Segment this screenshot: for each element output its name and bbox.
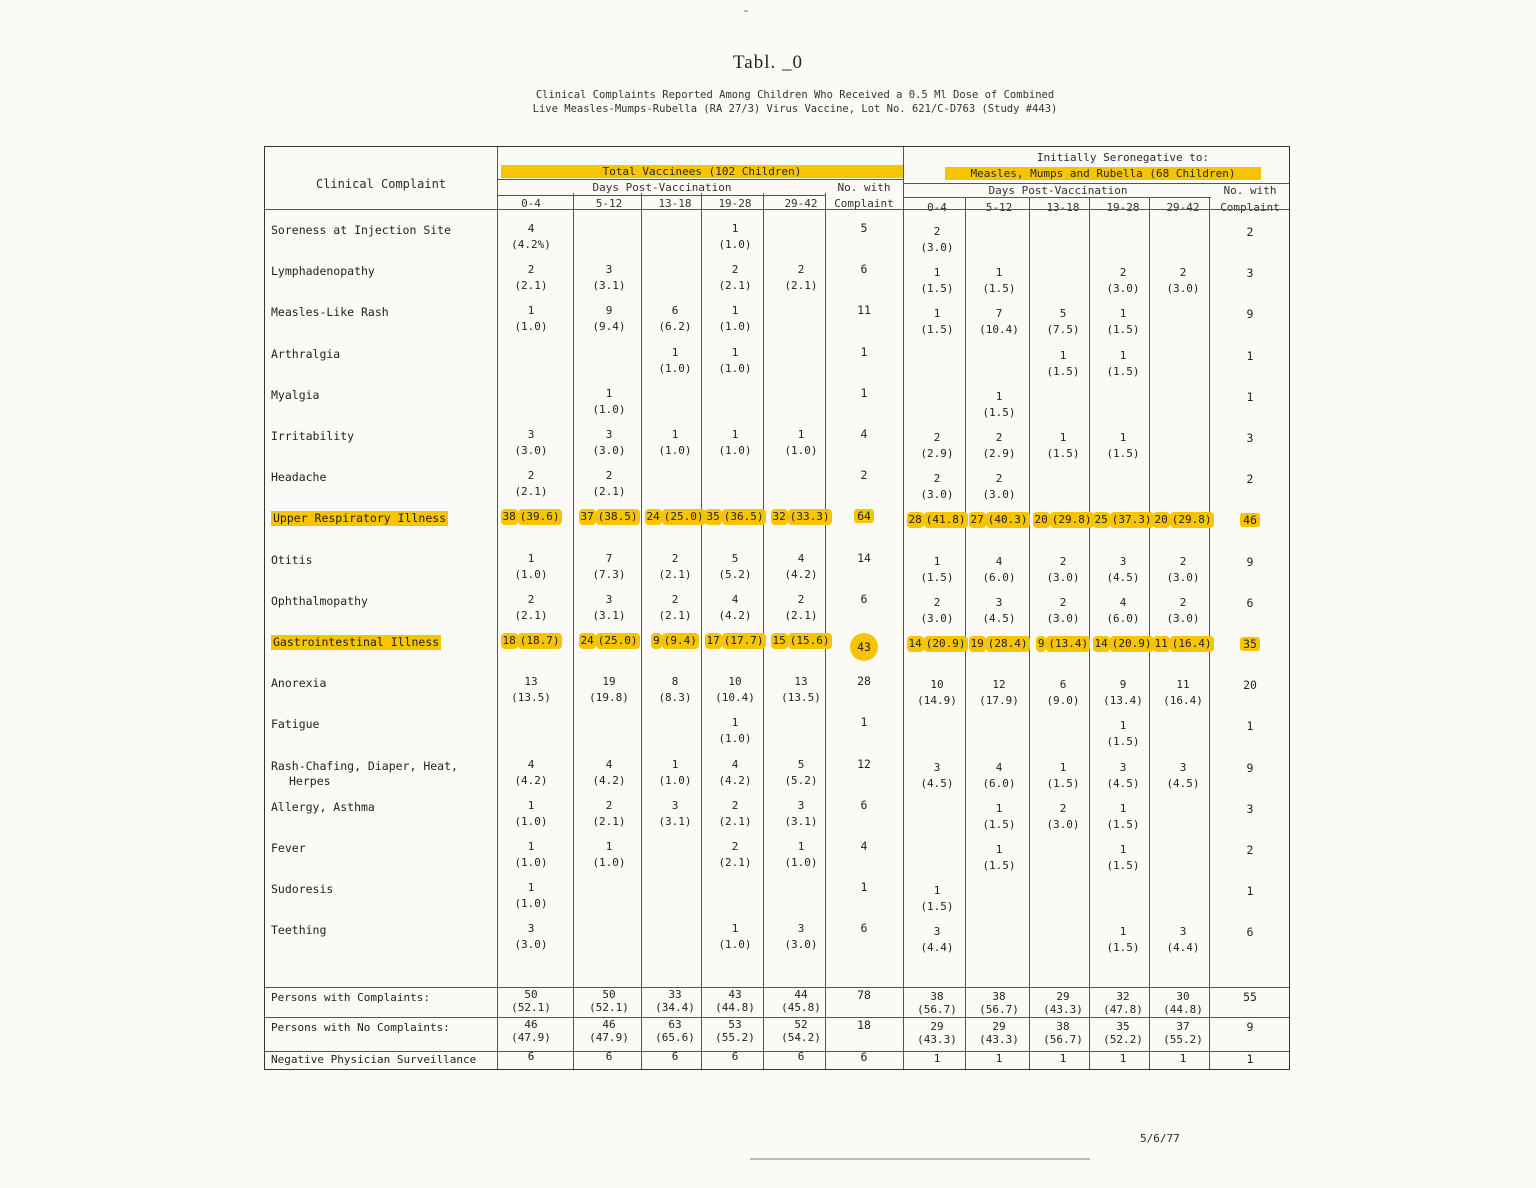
sero-complaint-count: 9	[1246, 554, 1254, 569]
total-cell: 2 (2.1)	[592, 469, 626, 499]
footer-total-cell: 50 (52.1)	[511, 988, 551, 1014]
total-cell: 2 (2.1)	[514, 263, 548, 293]
total-cell: 1 (1.0)	[592, 386, 626, 416]
row-label: Allergy, Asthma	[271, 799, 375, 814]
day-header-total-0-4: 0-4	[521, 197, 541, 210]
total-cell: 1 (1.0)	[784, 840, 818, 869]
sero-complaint-count: 1	[1246, 389, 1254, 404]
total-cell: 1 (1.0)	[514, 798, 548, 828]
total-complaint-count: 12	[857, 756, 871, 771]
total-cell: 1 (1.0)	[658, 345, 692, 375]
day-header-total-13-18: 13-18	[658, 197, 692, 210]
sero-cell: 1 (1.5)	[920, 266, 954, 296]
total-complaint-count: 4	[860, 839, 868, 853]
total-complaint-count: 1	[860, 385, 868, 400]
day-header-sero-0-4: 0-4	[927, 201, 947, 214]
document-date: 5/6/77	[1140, 1132, 1180, 1145]
sero-cell: 2 (3.0)	[920, 225, 954, 254]
subtitle-line-1: Clinical Complaints Reported Among Children Who Received a 0.5 Ml Dose of Combined	[535, 89, 1055, 101]
total-cell: 7 (7.3)	[592, 551, 626, 581]
sero-cell: 1 (1.5)	[920, 884, 954, 914]
day-header-sero-19-28: 19-28	[1106, 201, 1140, 214]
total-cell: 1 (1.0)	[718, 345, 752, 375]
footer-total-cell: 46 (47.9)	[589, 1018, 629, 1044]
sero-cell: 2 (3.0)	[1046, 595, 1080, 625]
row-label: Lymphadenopathy	[271, 264, 375, 279]
total-cell: 3 (3.1)	[592, 263, 626, 293]
total-cell: 32 (33.3)	[772, 510, 830, 524]
day-header-sero-29-42: 29-42	[1166, 201, 1200, 214]
table-subtitle	[0, 88, 1536, 116]
footer-sero-cell: 29 (43.3)	[979, 1020, 1019, 1046]
sero-cell: 1 (1.5)	[1106, 719, 1140, 749]
sero-cell: 20 (29.8)	[1154, 513, 1212, 527]
days-post-header-sero: Days Post-Vaccination	[988, 184, 1128, 197]
sero-cell: 7 (10.4)	[979, 307, 1019, 337]
sero-cell: 1 (1.5)	[1046, 431, 1080, 460]
footer-sero-cell: 29 (43.3)	[917, 1020, 957, 1046]
subtitle-line-2: Live Measles-Mumps-Rubella (RA 27/3) Virus Vaccine, Lot No. 621/C-D763 (Study #443)	[532, 103, 1058, 115]
total-cell: 3 (3.0)	[784, 922, 818, 952]
total-cell: 15 (15.6)	[772, 634, 830, 647]
footer-total-cell: 53 (55.2)	[715, 1018, 755, 1044]
total-cell: 1 (1.0)	[592, 840, 626, 869]
sero-cell: 1 (1.5)	[1106, 801, 1140, 831]
total-cell: 1 (1.0)	[718, 716, 752, 746]
total-cell: 3 (3.1)	[784, 798, 818, 828]
row-rule	[497, 179, 903, 180]
total-cell: 4 (4.2%)	[511, 222, 551, 251]
row-rule	[497, 195, 825, 196]
total-complaint-count: 6	[860, 797, 868, 812]
sero-cell: 20 (29.8)	[1034, 513, 1092, 527]
total-cell: 10 (10.4)	[715, 675, 755, 705]
total-cell: 2 (2.1)	[658, 551, 692, 581]
total-cell: 1 (1.0)	[718, 304, 752, 334]
sero-cell: 27 (40.3)	[970, 513, 1028, 527]
row-label: Fatigue	[271, 717, 320, 732]
sero-cell: 28 (41.8)	[908, 513, 966, 527]
total-cell: 4 (4.2)	[718, 592, 752, 622]
sero-cell: 2 (3.0)	[920, 595, 954, 625]
total-complaint-count: 64	[825, 509, 903, 523]
sero-cell: 4 (6.0)	[1106, 595, 1140, 625]
sero-cell: 10 (14.9)	[917, 678, 957, 708]
total-cell: 1 (1.0)	[658, 757, 692, 787]
sero-cell: 1 (1.5)	[1046, 760, 1080, 790]
footer-total-cell: 50 (52.1)	[589, 988, 629, 1014]
day-header-sero-13-18: 13-18	[1046, 201, 1080, 214]
row-label: Fever	[271, 841, 306, 855]
sero-cell: 1 (1.5)	[1106, 348, 1140, 378]
no-with-header-total: No. with	[837, 181, 891, 194]
sero-complaint-count: 3	[1246, 801, 1254, 816]
sero-cell: 1 (1.5)	[1106, 431, 1140, 460]
total-cell: 8 (8.3)	[658, 675, 692, 705]
row-label: Teething	[271, 923, 327, 938]
total-cell: 2 (2.1)	[514, 469, 548, 499]
sero-complaint-count: 6	[1246, 595, 1254, 610]
no-with-header-sero: No. with	[1223, 184, 1277, 197]
scan-mark	[750, 1158, 1090, 1160]
sero-complaint-count: 3	[1246, 431, 1254, 445]
total-cell: 19 (19.8)	[589, 675, 629, 705]
sero-cell: 3 (4.5)	[1106, 760, 1140, 790]
sero-complaint-count: 2	[1246, 225, 1254, 239]
total-cell: 3 (3.0)	[514, 428, 548, 457]
total-cell: 2 (2.1)	[592, 798, 626, 828]
total-complaint-count: 28	[857, 674, 871, 689]
total-complaint-count: 6	[860, 262, 868, 277]
total-cell: 35 (36.5)	[706, 510, 764, 524]
sero-cell: 1 (1.5)	[982, 801, 1016, 831]
total-cell: 2 (2.1)	[784, 263, 818, 293]
row-label: Irritability	[271, 429, 355, 443]
total-cell: 5 (5.2)	[718, 551, 752, 581]
day-header-total-19-28: 19-28	[718, 197, 752, 210]
sero-cell: 4 (6.0)	[982, 554, 1016, 584]
footer-sero-cell: 37 (55.2)	[1163, 1020, 1203, 1046]
row-label: Arthralgia	[271, 346, 341, 361]
total-complaint-count: 14	[857, 550, 871, 565]
total-cell: 24 (25.0)	[646, 510, 704, 524]
total-complaint-count: 5	[860, 221, 868, 235]
day-header-total-29-42: 29-42	[784, 197, 818, 210]
sero-cell: 4 (6.0)	[982, 760, 1016, 790]
sero-cell: 11 (16.4)	[1154, 637, 1212, 650]
total-cell: 2 (2.1)	[514, 592, 548, 622]
footer-total-cell: 6	[527, 1050, 535, 1063]
total-cell: 18 (18.7)	[502, 634, 560, 647]
total-cell: 1 (1.0)	[718, 922, 752, 952]
sero-cell: 3 (4.4)	[920, 925, 954, 955]
clinical-complaint-header: Clinical Complaint	[315, 177, 447, 191]
footer-total-cell: 44 (45.8)	[781, 988, 821, 1014]
total-cell: 1 (1.0)	[784, 428, 818, 457]
sero-cell: 1 (1.5)	[1046, 348, 1080, 378]
total-cell: 5 (5.2)	[784, 757, 818, 787]
complaint-header-sero: Complaint	[1220, 201, 1280, 214]
complaint-header-total: Complaint	[834, 197, 894, 210]
footer-total-cell: 33 (34.4)	[655, 988, 695, 1014]
total-cell: 1 (1.0)	[514, 551, 548, 581]
days-post-header-total: Days Post-Vaccination	[592, 181, 732, 194]
sero-complaint-count: 1	[1246, 719, 1254, 734]
sero-complaint-count: 20	[1243, 678, 1257, 693]
sero-complaint-count: 2	[1246, 472, 1254, 487]
footer-total-cell: 52 (54.2)	[781, 1018, 821, 1044]
row-label: Sudoresis	[271, 882, 334, 897]
sero-cell: 2 (2.9)	[920, 431, 954, 460]
day-header-total-5-12: 5-12	[595, 197, 623, 210]
total-cell: 4 (4.2)	[784, 551, 818, 581]
total-cell: 1 (1.0)	[718, 222, 752, 251]
total-cell: 4 (4.2)	[718, 757, 752, 787]
row-label: Myalgia	[271, 387, 320, 402]
footer-total-cell: 6	[671, 1050, 679, 1063]
row-rule	[903, 197, 1211, 198]
sero-cell: 2 (2.9)	[982, 431, 1016, 460]
total-cell: 2 (2.1)	[718, 840, 752, 869]
footer-total-cell: 6	[605, 1050, 613, 1063]
row-rule	[265, 209, 1289, 210]
sero-cell: 2 (3.0)	[1166, 554, 1200, 584]
sero-complaint-count: 1	[1246, 348, 1254, 363]
row-label: Anorexia	[271, 676, 327, 691]
sero-complaint-count: 2	[1246, 843, 1254, 857]
total-complaint-count: 11	[857, 303, 871, 318]
total-complaint-count: 43	[825, 633, 903, 661]
footer-total-cell: 6	[731, 1050, 739, 1063]
footer-label: Persons with No Complaints:	[271, 1021, 450, 1034]
row-label: Measles-Like Rash	[271, 305, 389, 320]
sero-complaint-count: 9	[1246, 760, 1254, 775]
footer-sero-cell: 32 (47.8)	[1103, 990, 1143, 1016]
sero-cell: 2 (3.0)	[1166, 266, 1200, 296]
row-label: Rash-Chafing, Diaper, Heat, Herpes	[271, 758, 458, 788]
column-rule	[573, 193, 574, 1069]
footer-sero-cell: 1	[1059, 1052, 1067, 1065]
sero-cell: 1 (1.5)	[1106, 843, 1140, 872]
page-title: Tabl. _0	[733, 52, 803, 73]
column-rule	[903, 147, 904, 1069]
total-cell: 3 (3.1)	[592, 592, 626, 622]
total-complaint-count: 1	[860, 344, 868, 359]
total-cell: 4 (4.2)	[592, 757, 626, 787]
total-cell: 1 (1.0)	[514, 840, 548, 869]
total-cell: 2 (2.1)	[658, 592, 692, 622]
total-complaint-count: 4	[860, 427, 868, 441]
sero-cell: 2 (3.0)	[982, 472, 1016, 502]
sero-cell: 14 (20.9)	[908, 637, 966, 650]
sero-cell: 2 (3.0)	[1046, 801, 1080, 831]
footer-label: Persons with Complaints:	[271, 991, 430, 1004]
total-cell: 3 (3.1)	[658, 798, 692, 828]
sero-cell: 1 (1.5)	[920, 554, 954, 584]
footer-sero-count: 9	[1246, 1020, 1254, 1034]
footer-sero-count: 55	[1243, 990, 1257, 1004]
footer-total-count: 18	[857, 1018, 871, 1032]
footer-sero-cell: 1	[933, 1052, 941, 1065]
footer-sero-cell: 1	[1119, 1052, 1127, 1065]
total-cell: 17 (17.7)	[706, 634, 764, 647]
sero-complaint-count: 3	[1246, 266, 1254, 281]
sero-cell: 1 (1.5)	[982, 389, 1016, 419]
total-complaint-count: 2	[860, 468, 868, 483]
sero-complaint-count: 46	[1211, 513, 1289, 527]
total-cell: 9 (9.4)	[653, 634, 697, 647]
complaints-table	[264, 146, 1290, 1070]
footer-sero-count: 1	[1246, 1052, 1254, 1066]
sero-cell: 5 (7.5)	[1046, 307, 1080, 337]
total-cell: 1 (1.0)	[514, 304, 548, 334]
sero-cell: 12 (17.9)	[979, 678, 1019, 708]
total-complaint-count: 1	[860, 715, 868, 730]
total-vaccinees-header: Total Vaccinees (102 Children)	[501, 165, 903, 178]
column-rule	[497, 147, 498, 1069]
seronegative-header-top: Initially Seronegative to:	[1036, 151, 1210, 164]
total-cell: 2 (2.1)	[718, 798, 752, 828]
sero-cell: 3 (4.4)	[1166, 925, 1200, 955]
footer-sero-cell: 30 (44.8)	[1163, 990, 1203, 1016]
total-cell: 4 (4.2)	[514, 757, 548, 787]
seronegative-header: Measles, Mumps and Rubella (68 Children)	[945, 167, 1261, 180]
sero-cell: 19 (28.4)	[970, 637, 1028, 650]
sero-cell: 2 (3.0)	[1106, 266, 1140, 296]
sero-complaint-count: 9	[1246, 307, 1254, 322]
sero-cell: 2 (3.0)	[1046, 554, 1080, 584]
total-cell: 3 (3.0)	[592, 428, 626, 457]
sero-complaint-count: 1	[1246, 884, 1254, 899]
sero-cell: 3 (4.5)	[920, 760, 954, 790]
total-cell: 9 (9.4)	[592, 304, 626, 334]
footer-total-cell: 63 (65.6)	[655, 1018, 695, 1044]
sero-cell: 25 (37.3)	[1094, 513, 1152, 527]
row-label: Headache	[271, 470, 327, 485]
day-header-sero-5-12: 5-12	[985, 201, 1013, 214]
row-rule	[903, 183, 1289, 184]
total-complaint-count: 1	[860, 880, 868, 895]
footer-sero-cell: 35 (52.2)	[1103, 1020, 1143, 1046]
footer-total-cell: 6	[797, 1050, 805, 1063]
column-rule	[641, 193, 642, 1069]
total-cell: 37 (38.5)	[580, 510, 638, 524]
footer-total-count: 6	[860, 1050, 868, 1064]
total-cell: 2 (2.1)	[718, 263, 752, 293]
sero-cell: 3 (4.5)	[1106, 554, 1140, 584]
row-label: Otitis	[271, 552, 313, 567]
sero-cell: 1 (1.5)	[982, 843, 1016, 872]
row-label: Soreness at Injection Site	[271, 223, 452, 237]
sero-cell: 6 (9.0)	[1046, 678, 1080, 708]
total-cell: 13 (13.5)	[511, 675, 551, 705]
scan-dot	[744, 10, 748, 12]
footer-label: Negative Physician Surveillance	[271, 1053, 477, 1066]
sero-complaint-count: 6	[1246, 925, 1254, 940]
sero-cell: 14 (20.9)	[1094, 637, 1152, 650]
total-complaint-count: 6	[860, 921, 868, 936]
footer-total-count: 78	[857, 988, 871, 1002]
total-cell: 1 (1.0)	[718, 428, 752, 457]
sero-cell: 1 (1.5)	[1106, 307, 1140, 337]
footer-total-cell: 46 (47.9)	[511, 1018, 551, 1044]
total-cell: 6 (6.2)	[658, 304, 692, 334]
total-cell: 2 (2.1)	[784, 592, 818, 622]
total-cell: 24 (25.0)	[580, 634, 638, 647]
row-label: Upper Respiratory Illness	[273, 511, 447, 526]
footer-sero-cell: 1	[995, 1052, 1003, 1065]
sero-cell: 9 (13.4)	[1103, 678, 1143, 708]
footer-sero-cell: 38 (56.7)	[1043, 1020, 1083, 1046]
total-cell: 1 (1.0)	[514, 881, 548, 911]
sero-complaint-count: 35	[1211, 637, 1289, 651]
footer-sero-cell: 38 (56.7)	[979, 990, 1019, 1016]
footer-sero-cell: 29 (43.3)	[1043, 990, 1083, 1016]
row-label: Ophthalmopathy	[271, 593, 368, 608]
row-label: Gastrointestinal Illness	[273, 635, 440, 649]
total-cell: 1 (1.0)	[658, 428, 692, 457]
sero-cell: 9 (13.4)	[1037, 637, 1089, 650]
sero-cell: 3 (4.5)	[1166, 760, 1200, 790]
sero-cell: 1 (1.5)	[920, 307, 954, 337]
footer-sero-cell: 1	[1179, 1052, 1187, 1065]
total-complaint-count: 6	[860, 591, 868, 606]
footer-sero-cell: 38 (56.7)	[917, 990, 957, 1016]
sero-cell: 1 (1.5)	[1106, 925, 1140, 955]
total-cell: 3 (3.0)	[514, 922, 548, 952]
sero-cell: 1 (1.5)	[982, 266, 1016, 296]
total-cell: 13 (13.5)	[781, 675, 821, 705]
sero-cell: 11 (16.4)	[1163, 678, 1203, 708]
total-cell: 38 (39.6)	[502, 510, 560, 524]
sero-cell: 3 (4.5)	[982, 595, 1016, 625]
sero-cell: 2 (3.0)	[1166, 595, 1200, 625]
footer-total-cell: 43 (44.8)	[715, 988, 755, 1014]
sero-cell: 2 (3.0)	[920, 472, 954, 502]
